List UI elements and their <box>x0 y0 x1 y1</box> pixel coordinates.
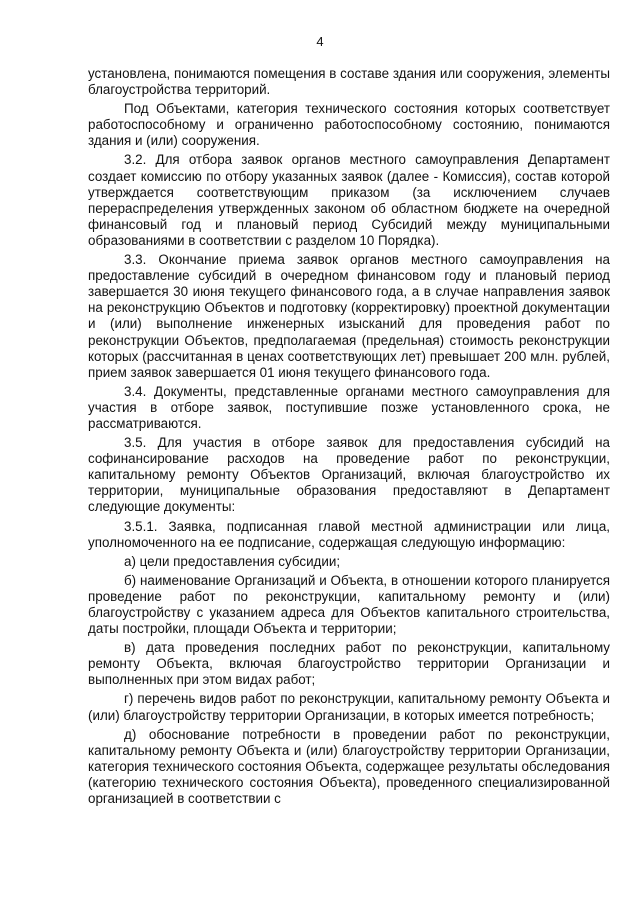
list-item-a: а) цели предоставления субсидии; <box>124 553 341 569</box>
document-body <box>88 66 610 810</box>
paragraph-3-3: 3.3. Окончание приема заявок органов местного самоуправления на предоставление субсидий в очередном финансовом году и плановый период завершается 30 июня текущего финансового года, а в случае направления заявок на реконструкцию Объектов и подготовку (корректировку) проектной документации и (или) выполнение инженерных изысканий для проведения работ по реконструкции Объектов, предполагаемая (предельная) стоимость реконструкции которых (рассчитанная в ценах соответствующих лет) превышает 200 млн. рублей, прием заявок завершается 01 июня текущего финансового года. <box>88 252 610 380</box>
paragraph-3-4: 3.4. Документы, представленные органами местного самоуправления для участия в отборе заявок, поступившие позже установленного срока, не рассматриваются. <box>88 383 610 431</box>
paragraph-3-5: 3.5. Для участия в отборе заявок для предоставления субсидий на софинансирование расходов на проведение работ по реконструкции, капитальному ремонту Объектов Организаций, включая благоустройство их территории, муниципальные образования предоставляют в Департамент следующие документы: <box>88 435 610 515</box>
paragraph-3-5-1: 3.5.1. Заявка, подписанная главой местной администрации или лица, уполномоченного на ее подписание, содержащая следующую информацию: <box>88 518 610 550</box>
paragraph-3-2: 3.2. Для отбора заявок органов местного самоуправления Департамент создает комиссию по отбору указанных заявок (далее - Комиссия), состав которой утверждается соответствующим приказом (за исключением случаев перераспределения утвержденных законом об областном бюджете на очередной финансовый год и плановый период Субсидий между муниципальными образованиями в соответствии с разделом 10 Порядка). <box>88 152 610 248</box>
list-item-b: б) наименование Организаций и Объекта, в отношении которого планируется проведение работ по реконструкции, капитальному ремонту и (или) благоустройству с указанием адреса для Объектов капитального строительства, даты постройки, площади Объекта и территории; <box>88 572 610 637</box>
paragraph-continuation: установлена, понимаются помещения в составе здания или сооружения, элементы благоустройства территорий. <box>88 66 610 98</box>
list-item-g: г) перечень видов работ по реконструкции, капитальному ремонту Объекта и (или) благоустройству территории Организации, в которых имеется потребность; <box>88 691 610 723</box>
page-number: 4 <box>316 34 324 49</box>
list-item-d: д) обоснование потребности в проведении работ по реконструкции, капитальному ремонту Объекта и (или) благоустройству территории Организации, категория технического состояния Объекта, содержащее результаты обследования (категорию технического состояния Объекта), проведенного специализированной организацией в соответствии с <box>88 726 610 807</box>
paragraph-objects-definition: Под Объектами, категория технического состояния которых соответствует работоспособному и ограниченно работоспособному состоянию, понимаются здания и (или) сооружения. <box>88 101 610 149</box>
list-item-v: в) дата проведения последних работ по реконструкции, капитальному ремонту Объекта, включая благоустройство территории Организации и выполненных при этом видах работ; <box>88 640 610 688</box>
